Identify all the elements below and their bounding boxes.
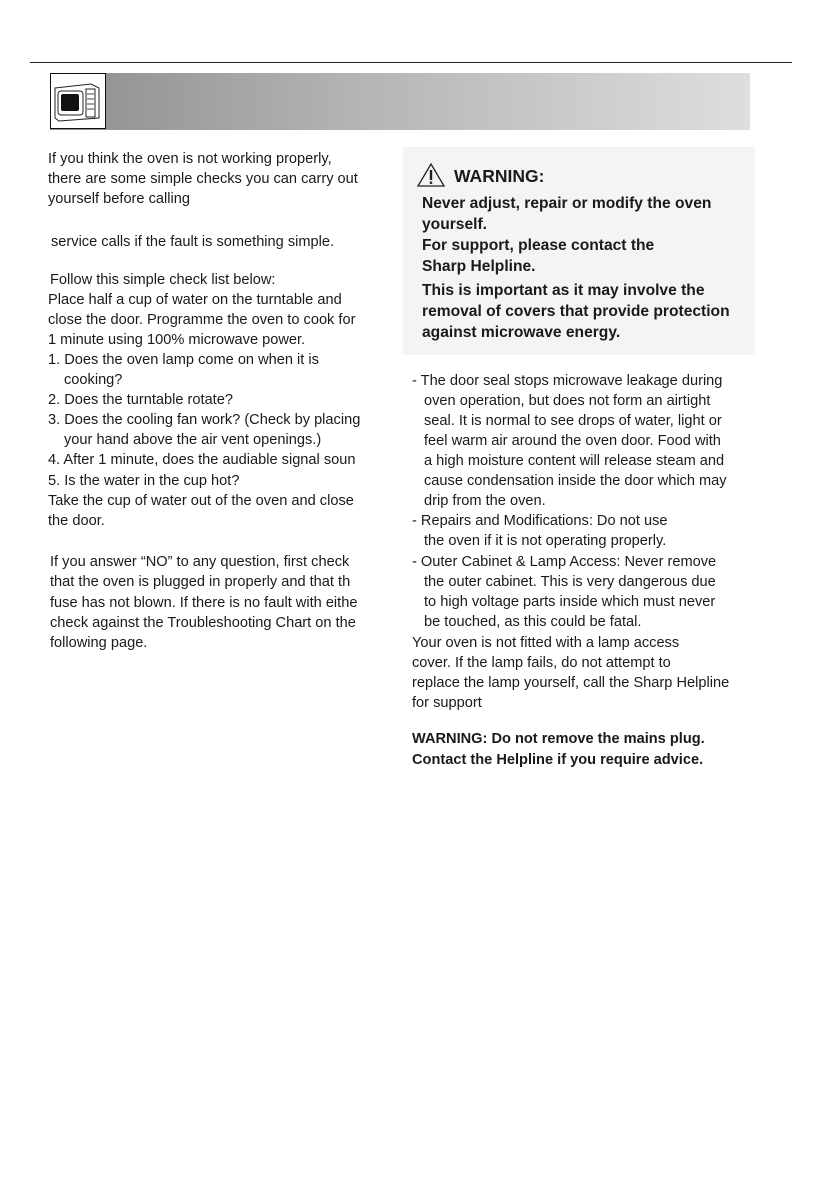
note-line: feel warm air around the oven door. Food with xyxy=(424,433,721,449)
note-line: - Outer Cabinet & Lamp Access: Never remove xyxy=(412,554,717,570)
answer-line: fuse has not blown. If there is no fault with eithe xyxy=(50,595,358,611)
checklist-line: 4. After 1 minute, does the audiable signal soun xyxy=(48,452,356,468)
intro-line: If you think the oven is not working properly, xyxy=(48,151,332,167)
note-line: seal. It is normal to see drops of water, light or xyxy=(424,413,722,429)
note-line: to high voltage parts inside which must never xyxy=(424,594,716,610)
answer-line: following page. xyxy=(50,635,148,651)
microwave-icon xyxy=(50,73,106,129)
note-line: a high moisture content will release steam and xyxy=(424,453,725,469)
checklist-line: 5. Is the water in the cup hot? xyxy=(48,473,240,489)
answer-line: that the oven is plugged in properly and that th xyxy=(50,574,351,590)
note-line: for support xyxy=(412,695,482,711)
answer-line: If you answer “NO” to any question, first check xyxy=(50,554,350,570)
warning-title: WARNING: xyxy=(454,166,545,186)
intro-line: yourself before calling xyxy=(48,191,190,207)
checklist-line: cooking? xyxy=(64,372,123,388)
checklist-line: 2. Does the turntable rotate? xyxy=(48,392,233,408)
note-line: drip from the oven. xyxy=(424,493,546,509)
note-line: replace the lamp yourself, call the Sharp Helpline xyxy=(412,675,730,691)
note-line: cover. If the lamp fails, do not attempt to xyxy=(412,655,671,671)
top-rule xyxy=(30,62,792,63)
note-line: oven operation, but does not form an airtight xyxy=(424,393,711,409)
checklist-line: your hand above the air vent openings.) xyxy=(64,432,322,448)
intro-line: there are some simple checks you can carry out xyxy=(48,171,358,187)
note-line: the outer cabinet. This is very dangerous due xyxy=(424,574,716,590)
final-warning-line: WARNING: Do not remove the mains plug. xyxy=(412,731,705,747)
checklist-line: Follow this simple check list below: xyxy=(50,272,276,288)
warning-line: This is important as it may involve the xyxy=(422,282,705,299)
warning-line: Sharp Helpline. xyxy=(422,258,536,275)
note-line: the oven if it is not operating properly. xyxy=(424,533,667,549)
section-banner xyxy=(50,73,750,130)
checklist-line: close the door. Programme the oven to cook for xyxy=(48,312,356,328)
warning-line: against microwave energy. xyxy=(422,324,621,341)
checklist-line: Take the cup of water out of the oven and close xyxy=(48,493,354,509)
warning-line: Never adjust, repair or modify the oven xyxy=(422,195,712,212)
checklist-line: 3. Does the cooling fan work? (Check by placing xyxy=(48,412,361,428)
note-line: Your oven is not fitted with a lamp access xyxy=(412,635,680,651)
note-line: - The door seal stops microwave leakage during xyxy=(412,373,723,389)
checklist-line: 1. Does the oven lamp come on when it is xyxy=(48,352,319,368)
warning-triangle-icon xyxy=(417,163,445,192)
answer-line: check against the Troubleshooting Chart on the xyxy=(50,615,356,631)
note-line: cause condensation inside the door which may xyxy=(424,473,727,489)
final-warning-line: Contact the Helpline if you require advice. xyxy=(412,752,704,768)
note-line: - Repairs and Modifications: Do not use xyxy=(412,513,668,529)
note-line: be touched, as this could be fatal. xyxy=(424,614,642,630)
checklist-line: the door. xyxy=(48,513,105,529)
checklist-line: 1 minute using 100% microwave power. xyxy=(48,332,306,348)
checklist-line: Place half a cup of water on the turntable and xyxy=(48,292,342,308)
warning-line: removal of covers that provide protection xyxy=(422,303,730,320)
warning-line: For support, please contact the xyxy=(422,237,655,254)
warning-line: yourself. xyxy=(422,216,487,233)
intro-line: service calls if the fault is something simple. xyxy=(51,234,335,250)
